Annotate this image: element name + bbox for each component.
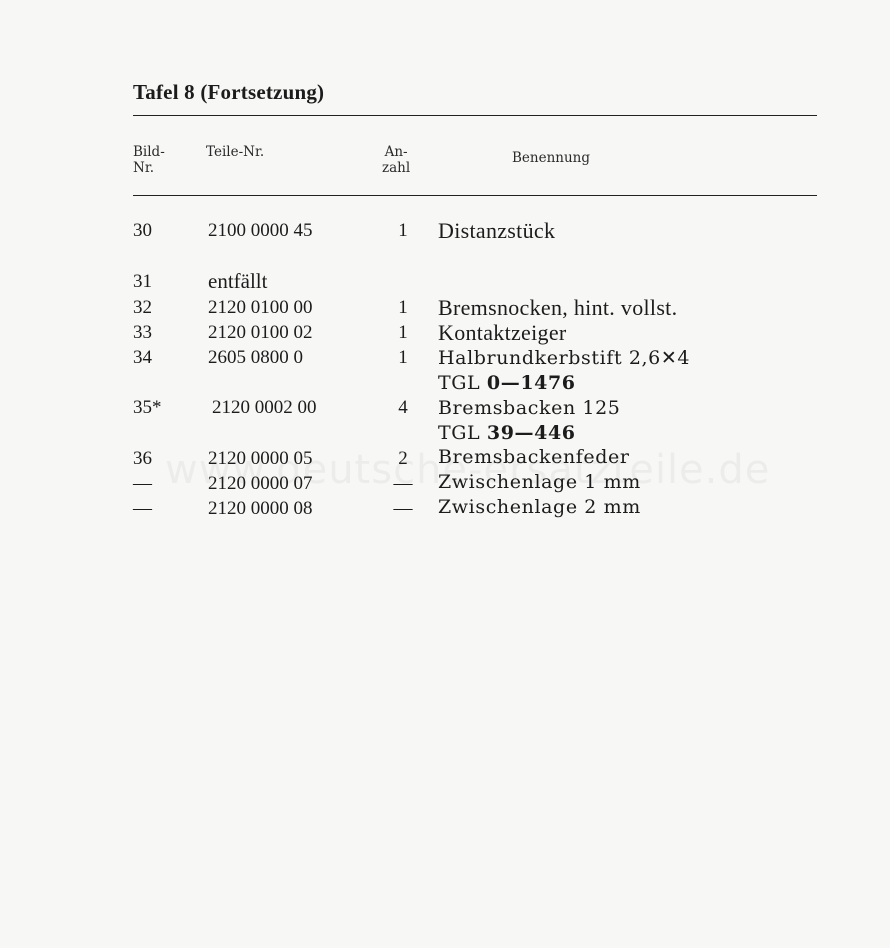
row-bild-nr: 36	[133, 448, 152, 469]
table-title: Tafel 8 (Fortsetzung)	[133, 80, 325, 104]
row-anzahl: 4	[398, 397, 408, 418]
row-benennung	[438, 396, 621, 446]
row-anzahl: 1	[398, 322, 408, 343]
row-bild-nr: 31	[133, 271, 152, 292]
header-bottom-rule	[133, 195, 817, 196]
header-anzahl-line1: An-	[384, 144, 408, 160]
row-anzahl: 1	[398, 297, 408, 318]
row-benennung	[438, 346, 690, 396]
row-benennung: Zwischenlage 1 mm	[438, 471, 641, 493]
row-teile-nr: 2120 0100 00	[208, 297, 313, 318]
row-anzahl: —	[393, 498, 413, 519]
header-teile-nr: Teile-Nr.	[206, 144, 265, 160]
header-top-rule	[133, 115, 817, 116]
header-bild-line2: Nr.	[133, 160, 155, 176]
row-teile-nr: 2605 0800 0	[208, 347, 303, 368]
row-anzahl: 1	[398, 347, 408, 368]
row-teile-nr: 2120 0100 02	[208, 322, 313, 343]
row-bild-nr: 33	[133, 322, 152, 343]
header-bild-line1: Bild-	[133, 144, 165, 160]
row-bild-nr: 32	[133, 297, 152, 318]
row-benennung: Kontaktzeiger	[438, 320, 567, 345]
row-benennung: Bremsnocken, hint. vollst.	[438, 295, 678, 320]
row-bild-nr: —	[133, 473, 152, 494]
header-anzahl-line2: zahl	[382, 160, 411, 176]
row-benennung: Zwischenlage 2 mm	[438, 496, 641, 518]
header-benennung: Benennung	[512, 150, 591, 166]
row-anzahl: 2	[398, 448, 408, 469]
row-teile-nr: 2120 0002 00	[212, 397, 317, 418]
row-teile-nr: 2120 0000 07	[208, 473, 313, 494]
row-teile-nr: 2100 0000 45	[208, 220, 313, 241]
row-teile-nr: 2120 0000 05	[208, 448, 313, 469]
header-anzahl	[382, 144, 410, 176]
row-benennung: Bremsbackenfeder	[438, 446, 630, 468]
row-anzahl: 1	[398, 220, 408, 241]
row-bild-nr: —	[133, 498, 152, 519]
row-benennung-line2: TGL 39—446	[438, 422, 576, 444]
row-benennung-line1: Bremsbacken 125	[438, 397, 621, 419]
row-bild-nr: 30	[133, 220, 152, 241]
row-benennung: Distanzstück	[438, 218, 556, 243]
row-teile-nr: entfällt	[208, 269, 268, 293]
row-benennung-line2: TGL 0—1476	[438, 372, 576, 394]
row-bild-nr: 35*	[133, 397, 162, 418]
header-bild-nr	[133, 144, 165, 176]
row-teile-nr: 2120 0000 08	[208, 498, 313, 519]
row-benennung-line1: Halbrundkerbstift 2,6✕4	[438, 347, 691, 369]
row-anzahl: —	[393, 473, 413, 494]
row-bild-nr: 34	[133, 347, 152, 368]
